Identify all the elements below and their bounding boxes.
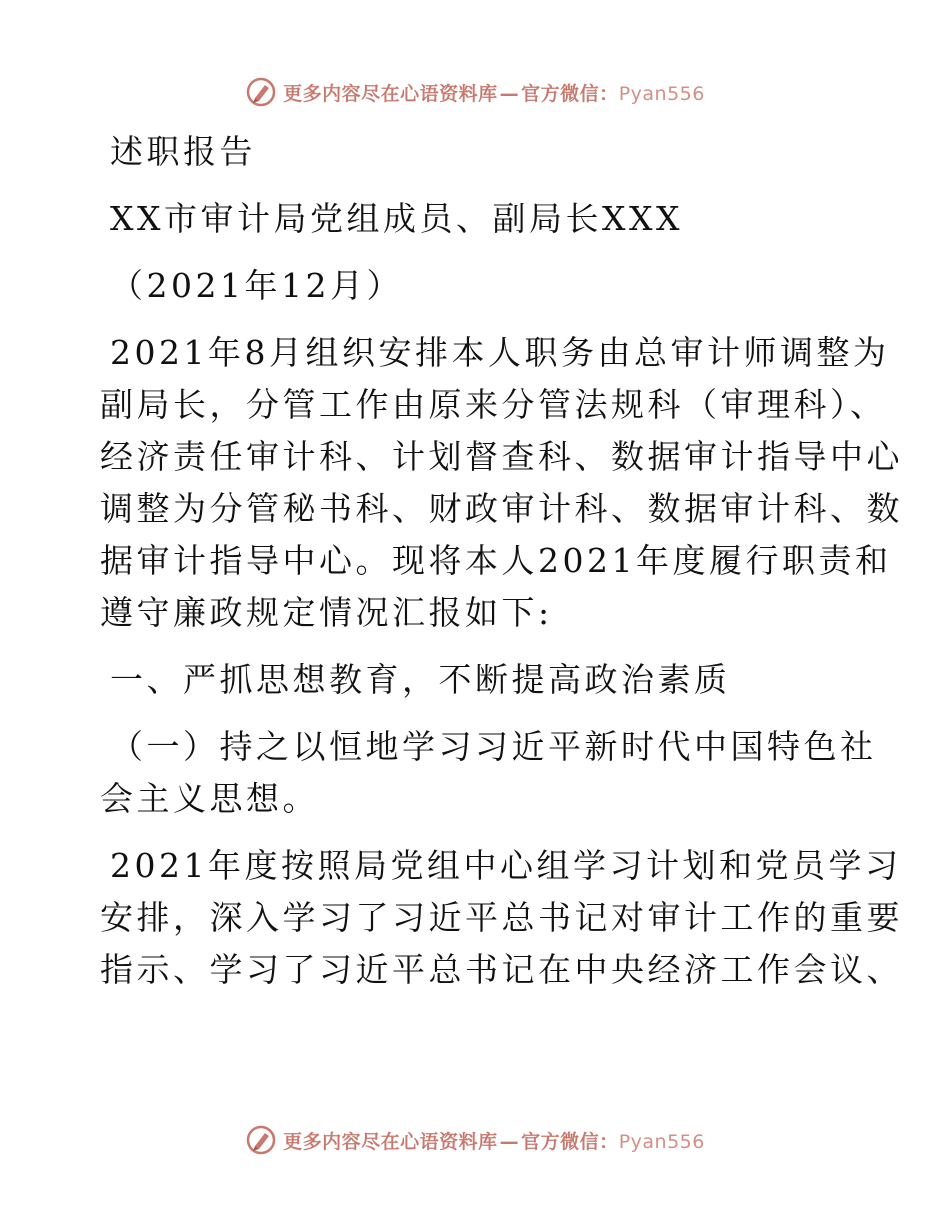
watermark-separator: — <box>499 1130 520 1153</box>
body-line: 2021年度按照局党组中心组学习计划和党员学习 <box>110 846 902 885</box>
watermark-wechat-id: Pyan556 <box>618 1130 705 1153</box>
body-line: 指示、学习了习近平总书记在中央经济工作会议、 <box>100 950 903 989</box>
pen-logo-icon <box>245 76 277 108</box>
section1-heading: 一、严抓思想教育，不断提高政治素质 <box>110 660 731 699</box>
watermark-separator: — <box>499 82 520 105</box>
watermark-main-text: 更多内容尽在心语资料库 <box>283 82 498 105</box>
intro-line: 2021年8月组织安排本人职务由总审计师调整为 <box>110 333 890 372</box>
body-line: 安排，深入学习了习近平总书记对审计工作的重要 <box>100 898 903 937</box>
subsection1-line: 会主义思想。 <box>100 779 319 818</box>
watermark-label: 官方微信： <box>521 1130 619 1153</box>
document-title: 述职报告 <box>110 132 256 171</box>
intro-line: 据审计指导中心。现将本人2021年度履行职责和 <box>100 541 892 580</box>
watermark-wechat-id: Pyan556 <box>618 82 705 105</box>
intro-line: 调整为分管秘书科、财政审计科、数据审计科、数 <box>100 489 903 528</box>
intro-line: 遵守廉政规定情况汇报如下: <box>100 593 553 632</box>
watermark-header <box>0 72 950 112</box>
watermark-label: 官方微信： <box>521 82 619 105</box>
intro-line: 经济责任审计科、计划督查科、数据审计指导中心 <box>100 437 903 476</box>
body-paragraph <box>100 840 903 996</box>
subsection1-paragraph <box>100 721 877 825</box>
date-line: （2021年12月） <box>110 266 403 305</box>
watermark-text <box>283 1127 705 1154</box>
intro-paragraph <box>100 327 903 639</box>
document-body <box>100 120 903 996</box>
intro-line: 副局长，分管工作由原来分管法规科（审理科）、 <box>100 385 887 424</box>
watermark-main-text: 更多内容尽在心语资料库 <box>283 1130 498 1153</box>
watermark-footer <box>0 1120 950 1160</box>
author-line: XX市审计局党组成员、副局长XXX <box>110 199 683 238</box>
pen-logo-icon <box>245 1124 277 1156</box>
subsection1-line: （一）持之以恒地学习习近平新时代中国特色社 <box>110 727 877 766</box>
watermark-text <box>283 79 705 106</box>
